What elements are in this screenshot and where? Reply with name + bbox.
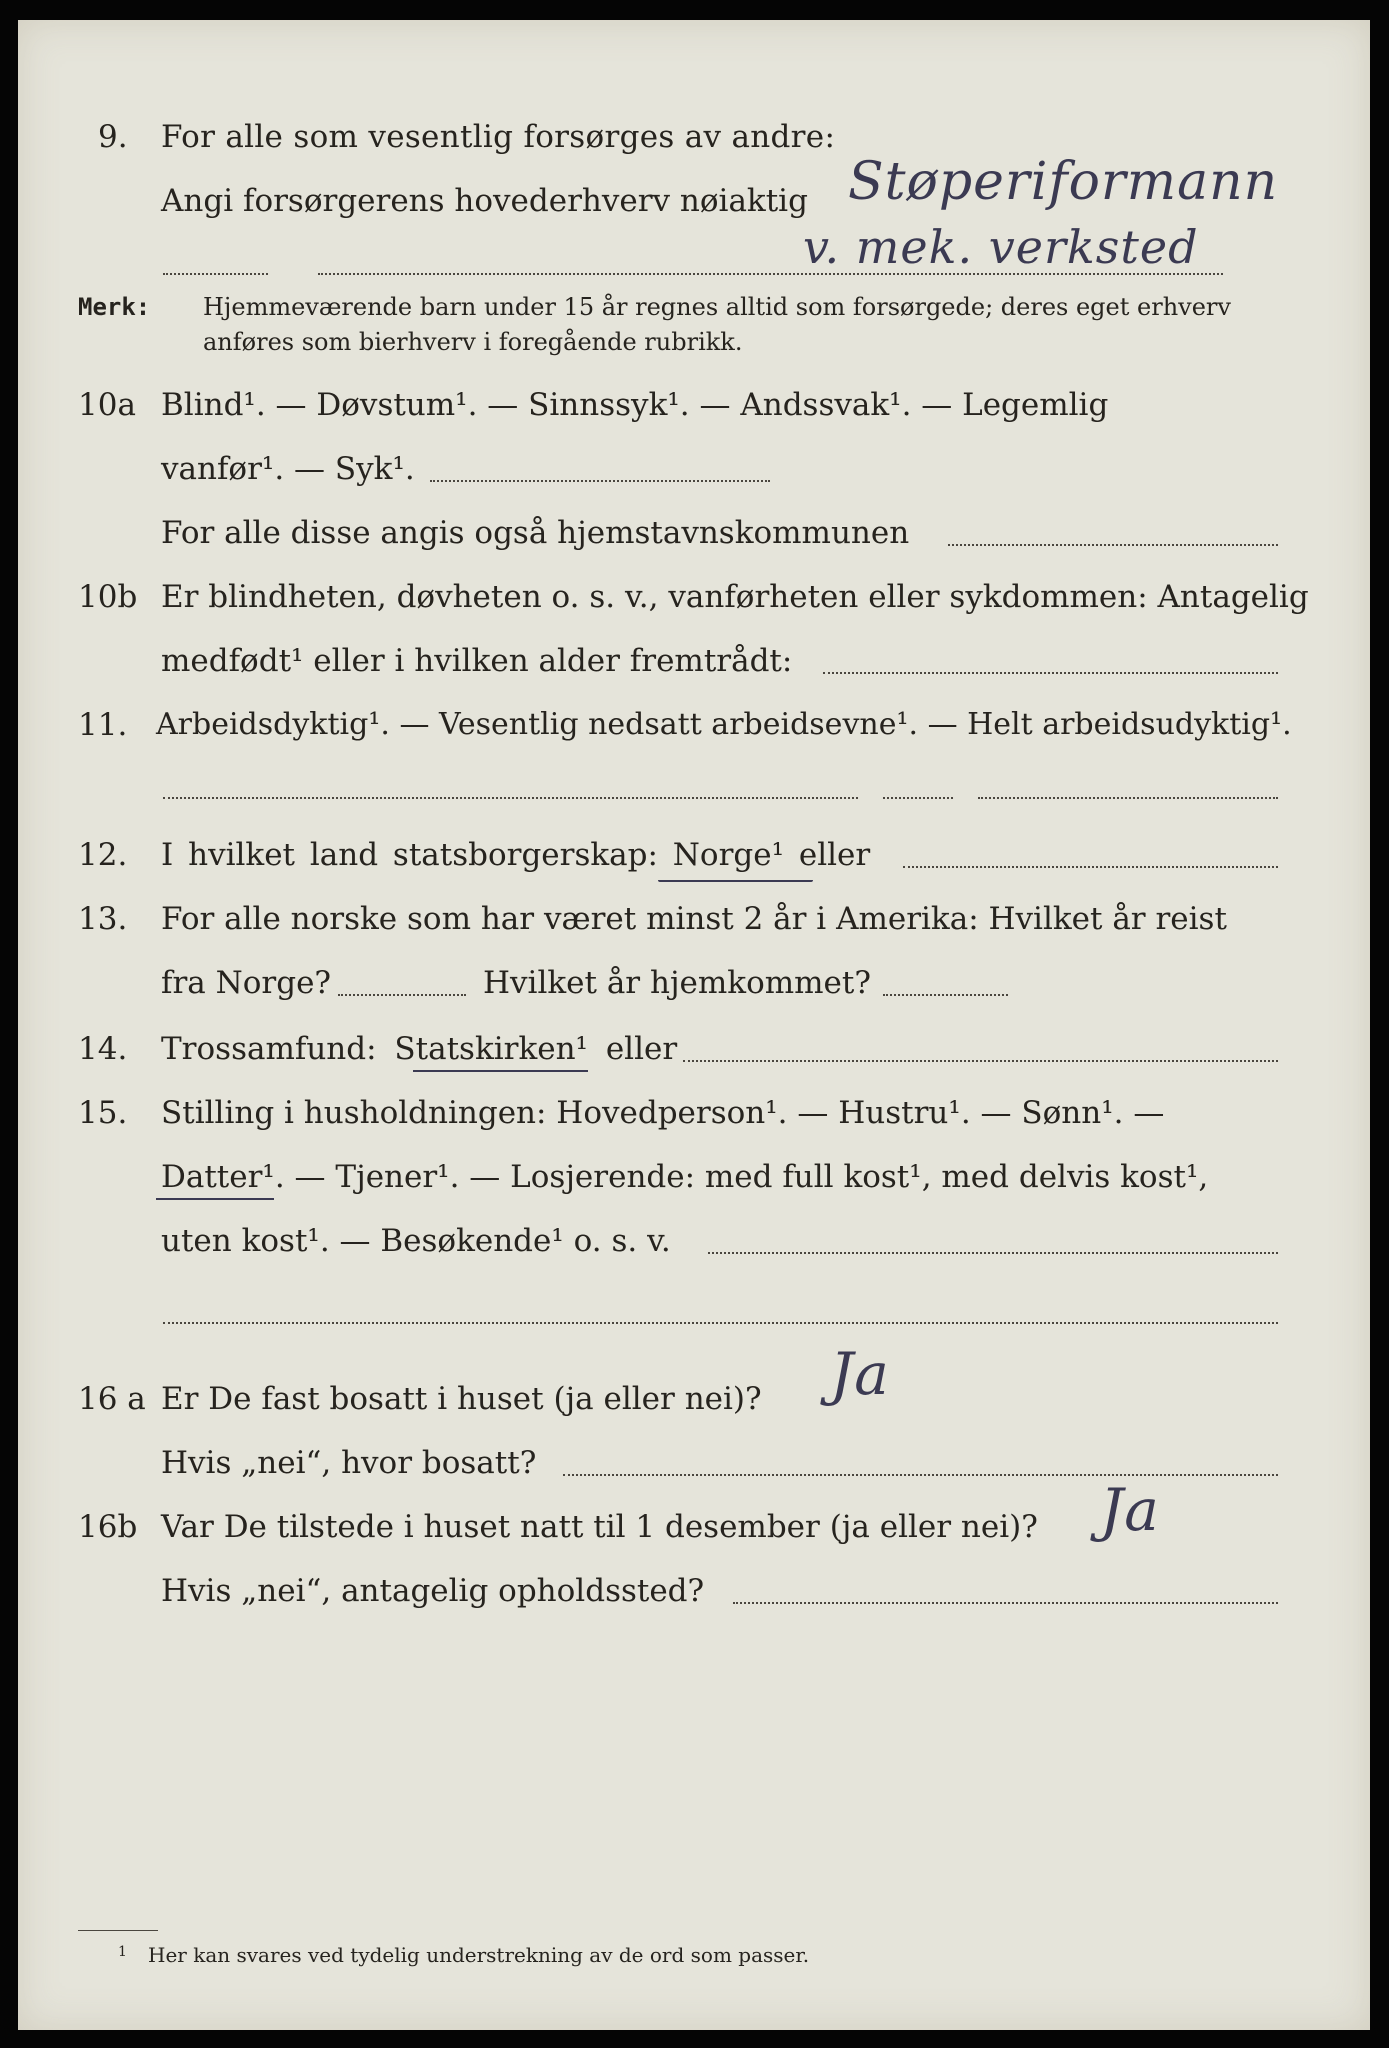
answer-line (948, 544, 1278, 546)
note-label: Merk: (78, 293, 151, 321)
answer-line (708, 1252, 1278, 1254)
question-text: Er De fast bosatt i huset (ja eller nei)? (161, 1381, 762, 1417)
footnote-mark: 1 (118, 1944, 127, 1960)
question-14-line-1 (18, 1024, 1370, 1074)
question-16a-line-2 (18, 1438, 1370, 1488)
question-number: 9. (98, 119, 128, 155)
question-text: Trossamfund: Statskirken¹ eller (161, 1031, 678, 1067)
question-10a-line-2 (18, 444, 1370, 494)
question-number: 16 a (78, 1381, 146, 1417)
question-number: 13. (78, 901, 128, 937)
answer-line (823, 672, 1278, 674)
question-11-line-1 (18, 700, 1370, 750)
footnote (18, 1940, 1370, 1990)
answer-line (563, 1474, 1278, 1476)
note-text: anføres som bierhverv i foregående rubrikk. (203, 328, 743, 356)
question-text: Hvilket år hjemkommet? (483, 965, 871, 1001)
handwritten-answer-occupation: Støperiformann (848, 152, 1279, 212)
question-text: Var De tilstede i huset natt til 1 desember (ja eller nei)? (161, 1509, 1038, 1545)
answer-line (978, 797, 1278, 799)
note-line-2 (18, 325, 1370, 375)
question-15-line-1 (18, 1088, 1370, 1138)
handwritten-answer-16b: Ja (1100, 1476, 1160, 1544)
question-16b-line-1 (18, 1502, 1370, 1552)
handwritten-answer-workplace: v. mek. verksted (803, 220, 1199, 274)
question-10a-line-3 (18, 508, 1370, 558)
question-text: Hvis „nei“, hvor bosatt? (161, 1445, 537, 1481)
answer-line (163, 1322, 1278, 1324)
question-text: Hvis „nei“, antagelig opholdssted? (161, 1573, 705, 1609)
answer-line (883, 994, 1008, 996)
question-text: Stilling i husholdningen: Hovedperson¹. — Hustru¹. — Sønn¹. — (161, 1095, 1165, 1131)
handwritten-underline-statskirken (413, 1070, 588, 1072)
question-text: For alle disse angis også hjemstavnskommunen (161, 515, 910, 551)
question-text: Blind¹. — Døvstum¹. — Sinnssyk¹. — Andssvak¹. — Legemlig (161, 387, 1109, 423)
question-text: vanfør¹. — Syk¹. (161, 451, 415, 487)
question-16a-line-1 (18, 1374, 1370, 1424)
footnote-text: Her kan svares ved tydelig understrekning av de ord som passer. (148, 1943, 810, 1967)
question-text: I hvilket land statsborgerskap: Norge¹ eller (161, 837, 871, 873)
question-10a-line-1 (18, 380, 1370, 430)
question-number: 14. (78, 1031, 128, 1067)
answer-line (163, 797, 858, 799)
answer-line (733, 1602, 1278, 1604)
question-text: Angi forsørgerens hovederhverv nøiaktig (161, 183, 808, 219)
separator-dots (163, 273, 268, 275)
question-text: medfødt¹ eller i hvilken alder fremtrådt: (161, 643, 793, 679)
answer-line (883, 797, 953, 799)
handwritten-underline-norge (658, 880, 813, 882)
question-13-line-1 (18, 894, 1370, 944)
handwritten-underline-datter (156, 1198, 274, 1200)
question-number: 10a (78, 387, 136, 423)
question-number: 11. (78, 707, 128, 743)
question-10b-line-2 (18, 636, 1370, 686)
question-16b-line-2 (18, 1566, 1370, 1616)
question-text: Datter¹. — Tjener¹. — Losjerende: med full kost¹, med delvis kost¹, (161, 1159, 1209, 1195)
question-number: 12. (78, 837, 128, 873)
question-15-line-2 (18, 1152, 1370, 1202)
question-number: 10b (78, 579, 138, 615)
note-text: Hjemmeværende barn under 15 år regnes alltid som forsørgede; deres eget erhverv (203, 293, 1231, 321)
question-text: fra Norge? (161, 965, 332, 1001)
answer-line (683, 1060, 1278, 1062)
answer-line (903, 866, 1278, 868)
question-text: For alle som vesentlig forsørges av andre: (161, 119, 836, 155)
question-number: 15. (78, 1095, 128, 1131)
question-10b-line-1 (18, 572, 1370, 622)
handwritten-answer-16a: Ja (830, 1340, 890, 1408)
question-12-line-1 (18, 830, 1370, 880)
answer-line (430, 480, 770, 482)
question-text: For alle norske som har været minst 2 år i Amerika: Hvilket år reist (161, 901, 1227, 937)
question-number: 16b (78, 1509, 138, 1545)
census-form-page (18, 20, 1370, 2030)
question-13-line-2 (18, 958, 1370, 1008)
footnote-rule (78, 1930, 158, 1931)
question-text: Arbeidsdyktig¹. — Vesentlig nedsatt arbeidsevne¹. — Helt arbeidsudyktig¹. (156, 707, 1292, 742)
question-text: Er blindheten, døvheten o. s. v., vanførheten eller sykdommen: Antagelig (161, 579, 1309, 615)
answer-line (338, 994, 466, 996)
question-15-line-3 (18, 1216, 1370, 1266)
question-text: uten kost¹. — Besøkende¹ o. s. v. (161, 1223, 671, 1259)
separator-dots (318, 273, 1223, 275)
